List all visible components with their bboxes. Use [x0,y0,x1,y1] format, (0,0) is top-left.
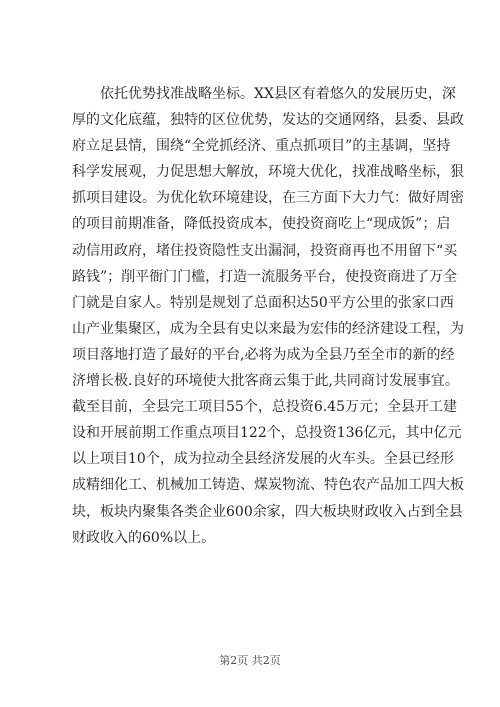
paragraph-line: 科学发展观，力促思想大解放，环境大优化，找准战略坐标，狠 [72,164,464,181]
paragraph-line: 济增长极.良好的环境使大批客商云集于此,共同商讨发展事宜。 [72,373,459,390]
paragraph-line: 府立足县情，围绕“全党抓经济、重点抓项目”的主基调，坚持 [72,138,451,155]
paragraph-line: 财政收入的60%以上。 [72,529,216,546]
paragraph-line: 以上项目10个，成为拉动全县经济发展的火车头。全县已经形 [72,451,454,468]
paragraph-line: 依托优势找准战略坐标。XX县区有着悠久的发展历史，深 [100,86,456,102]
paragraph-line: 门就是自家人。特别是规划了总面积达50平方公里的张家口西 [72,294,454,311]
paragraph-line: 块，板块内聚集各类企业600余家，四大板块财政收入占到全县 [72,503,463,520]
paragraph-line: 设和开展前期工作重点项目122个，总投资136亿元，其中亿元 [72,425,462,442]
paragraph-line: 厚的文化底蕴，独特的区位优势，发达的交通网络，县委、县政 [72,112,464,129]
page-footer: 第2页 共2页 [219,654,281,667]
body-paragraph [72,81,464,551]
paragraph-line: 成精细化工、机械加工铸造、煤炭物流、特色农产品加工四大板 [72,477,464,494]
paragraph-line: 的项目前期准备，降低投资成本，使投资商吃上“现成饭”；启 [72,216,451,233]
paragraph-line: 山产业集聚区，成为全县有史以来最为宏伟的经济建设工程，为 [72,320,464,337]
paragraph-line: 路钱”；削平衙门门槛，打造一流服务平台，使投资商进了万全 [72,268,458,285]
paragraph-line: 截至目前，全县完工项目55个，总投资6.45万元；全县开工建 [72,399,457,416]
paragraph-line: 项目落地打造了最好的平台,必将为成为全县乃至全市的新的经 [72,346,455,363]
paragraph-line: 动信用政府，堵住投资隐性支出漏洞，投资商再也不用留下“买 [72,242,458,259]
paragraph-line: 抓项目建设。为优化软环境建设，在三方面下大力气：做好周密 [72,190,464,207]
